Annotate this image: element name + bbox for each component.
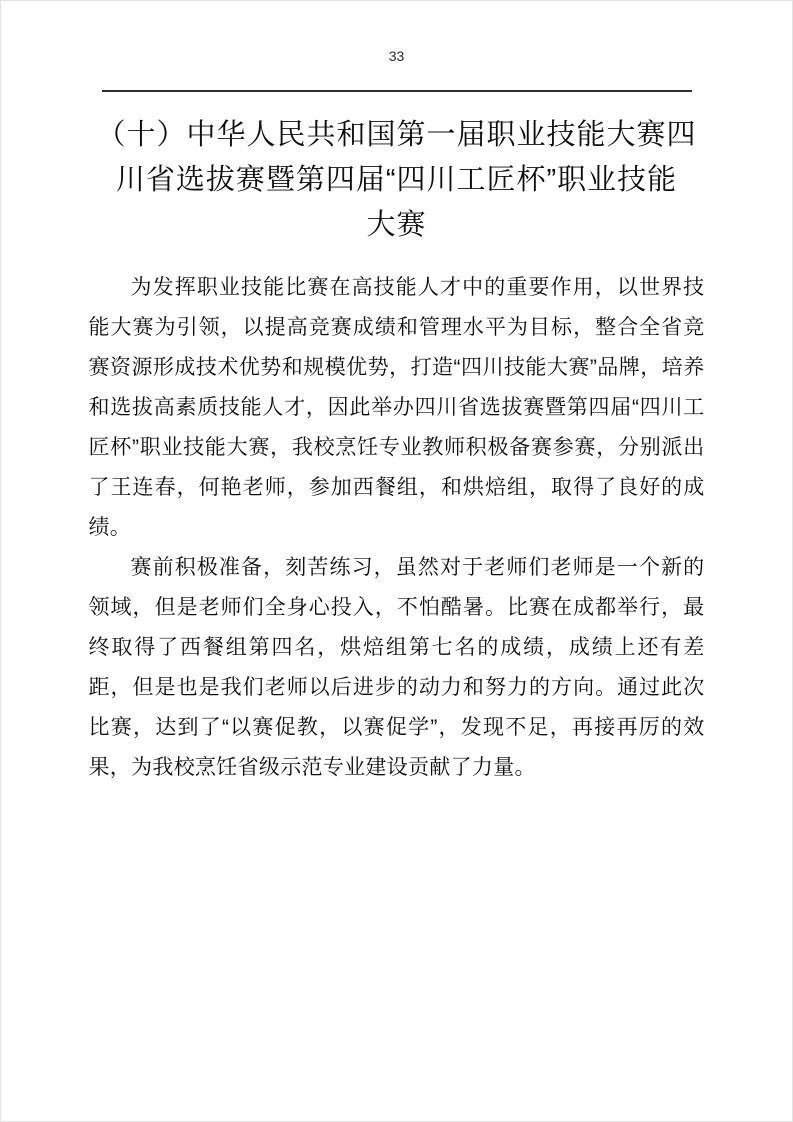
- page-number: 33: [388, 48, 405, 64]
- document-body: [89, 268, 705, 788]
- section-title-line: 川省选拔赛暨第四届“四川工匠杯”职业技能: [115, 164, 678, 196]
- header-rule: [102, 90, 692, 92]
- body-paragraph: 赛前积极准备，刻苦练习，虽然对于老师们老师是一个新的领域，但是老师们全身心投入，不怕酷暑。比赛在成都举行，最终取得了西餐组第四名，烘焙组第七名的成绩，成绩上还有差距，但是也是我们老师以后进步的动力和努力的方向。通过此次比赛，达到了“以赛促教，以赛促学”，发现不足，再接再厉的效果，为我校烹饪省级示范专业建设贡献了力量。: [88, 556, 705, 779]
- body-paragraph: 为发挥职业技能比赛在高技能人才中的重要作用，以世界技能大赛为引领，以提高竞赛成绩和管理水平为目标，整合全省竞赛资源形成技术优势和规模优势，打造“四川技能大赛”品牌，培养和选拔高素质技能人才，因此举办四川省选拔赛暨第四届“四川工匠杯”职业技能大赛，我校烹饪专业教师积极备赛参赛，分别派出了王连春，何艳老师，参加西餐组，和烘焙组，取得了良好的成绩。: [88, 276, 705, 539]
- section-title-line: 大赛: [366, 209, 427, 241]
- section-title-line: （十）中华人民共和国第一届职业技能大赛四: [96, 119, 697, 151]
- section-title: [77, 113, 717, 248]
